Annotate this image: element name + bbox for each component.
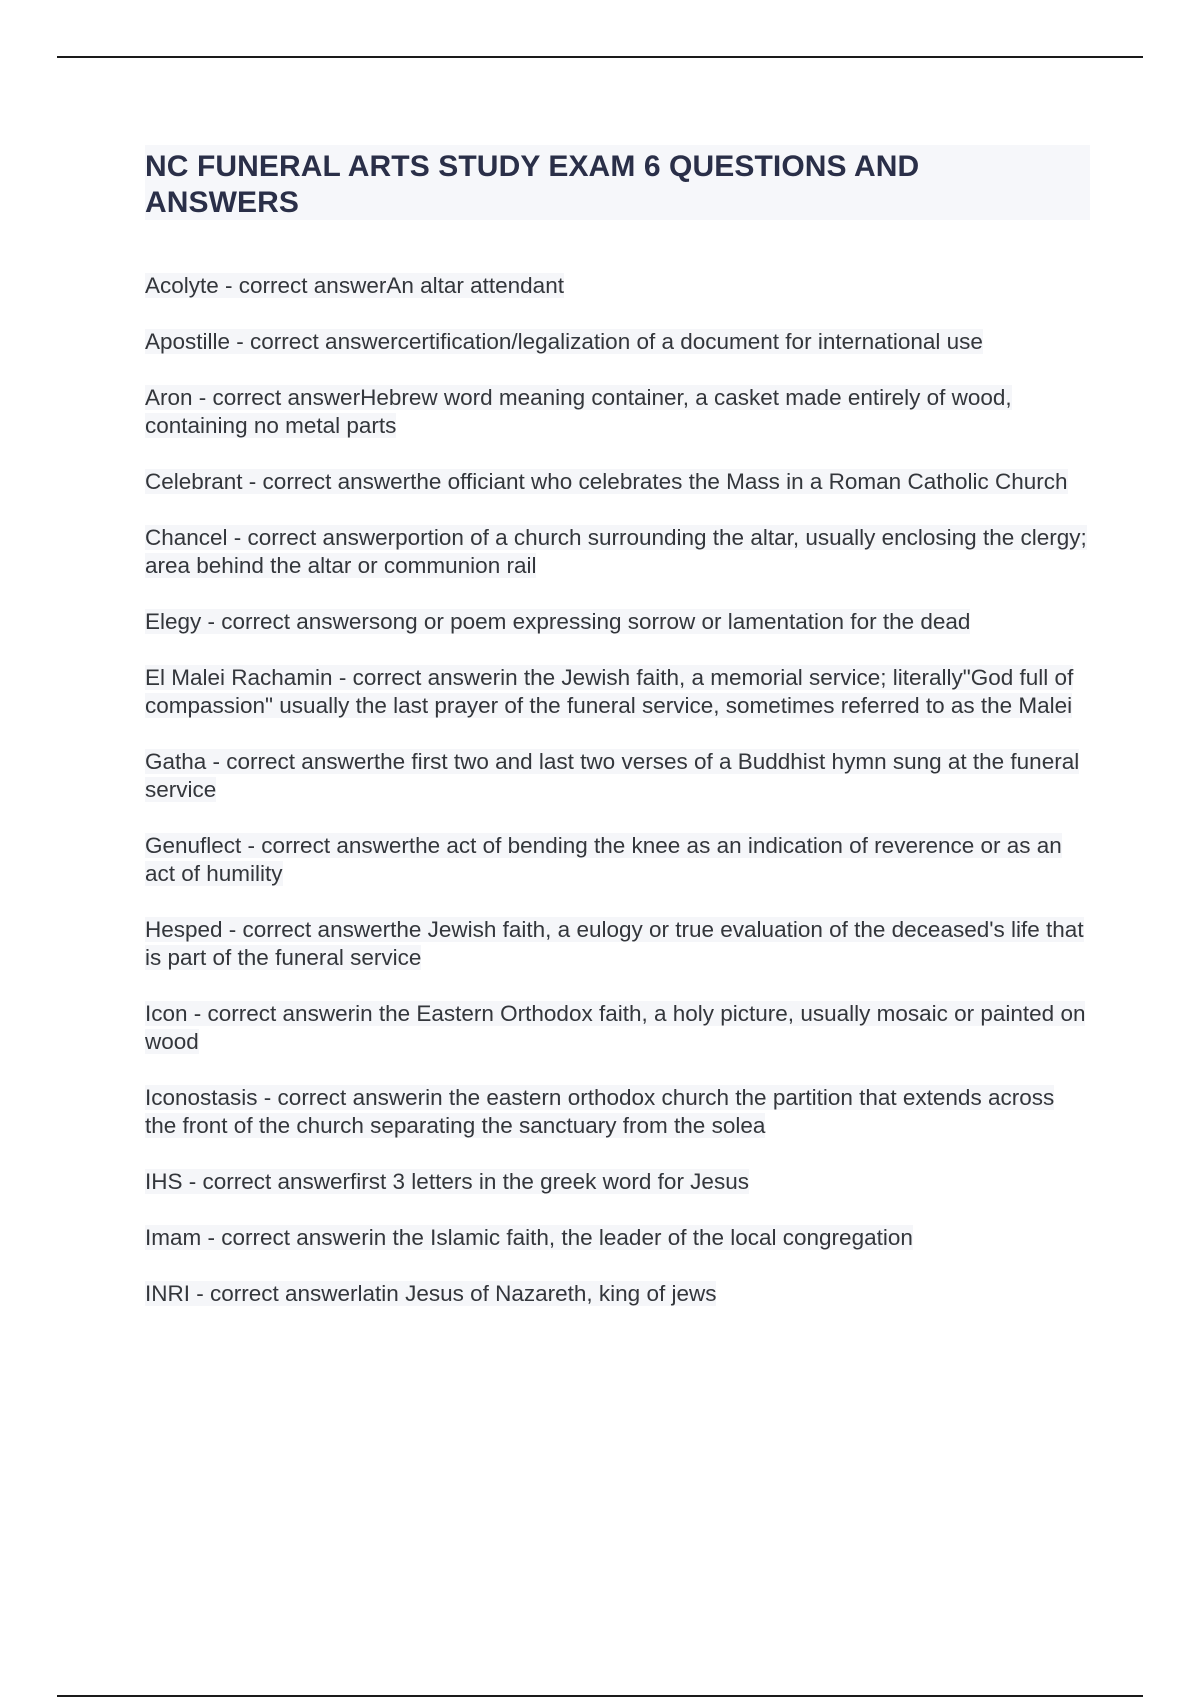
entry-text: Imam - correct answerin the Islamic faith, the leader of the local congregation (145, 1225, 913, 1250)
bottom-rule (57, 1695, 1143, 1697)
entry-text: Aron - correct answerHebrew word meaning container, a casket made entirely of wood, containing no metal parts (145, 385, 1012, 438)
entry-text: Iconostasis - correct answerin the eastern orthodox church the partition that extends across the front of the church separating the sanctuary from the solea (145, 1085, 1055, 1138)
entry-text: Gatha - correct answerthe first two and last two verses of a Buddhist hymn sung at the funeral service (145, 749, 1080, 802)
list-item (145, 748, 1090, 804)
list-item (145, 1224, 1090, 1252)
title-block (145, 145, 1090, 220)
list-item (145, 1084, 1090, 1140)
top-rule (57, 56, 1143, 58)
list-item (145, 1280, 1090, 1308)
list-item (145, 272, 1090, 300)
page-title: NC FUNERAL ARTS STUDY EXAM 6 QUESTIONS AND ANSWERS (145, 150, 920, 219)
entry-text: El Malei Rachamin - correct answerin the Jewish faith, a memorial service; literally"God full of compassion" usually the last prayer of the funeral service, sometimes referred to as the Malei (145, 665, 1074, 718)
list-item (145, 524, 1090, 580)
entry-text: Chancel - correct answerportion of a church surrounding the altar, usually enclosing the clergy; area behind the altar or communion rail (145, 525, 1087, 578)
entry-text: Genuflect - correct answerthe act of bending the knee as an indication of reverence or as an act of humility (145, 833, 1062, 886)
entry-text: Celebrant - correct answerthe officiant who celebrates the Mass in a Roman Catholic Church (145, 469, 1068, 494)
entry-text: Icon - correct answerin the Eastern Orthodox faith, a holy picture, usually mosaic or painted on wood (145, 1001, 1086, 1054)
list-item (145, 328, 1090, 356)
entry-text: Hesped - correct answerthe Jewish faith, a eulogy or true evaluation of the deceased's life that is part of the funeral service (145, 917, 1084, 970)
entry-text: IHS - correct answerfirst 3 letters in the greek word for Jesus (145, 1169, 749, 1194)
entry-text: Apostille - correct answercertification/legalization of a document for international use (145, 329, 983, 354)
list-item (145, 384, 1090, 440)
entry-text: Acolyte - correct answerAn altar attendant (145, 273, 564, 298)
list-item (145, 664, 1090, 720)
list-item (145, 916, 1090, 972)
list-item (145, 468, 1090, 496)
entry-text: INRI - correct answerlatin Jesus of Nazareth, king of jews (145, 1281, 717, 1306)
list-item (145, 608, 1090, 636)
list-item (145, 1000, 1090, 1056)
list-item (145, 832, 1090, 888)
list-item (145, 1168, 1090, 1196)
entry-list (145, 272, 1090, 1336)
entry-text: Elegy - correct answersong or poem expressing sorrow or lamentation for the dead (145, 609, 971, 634)
